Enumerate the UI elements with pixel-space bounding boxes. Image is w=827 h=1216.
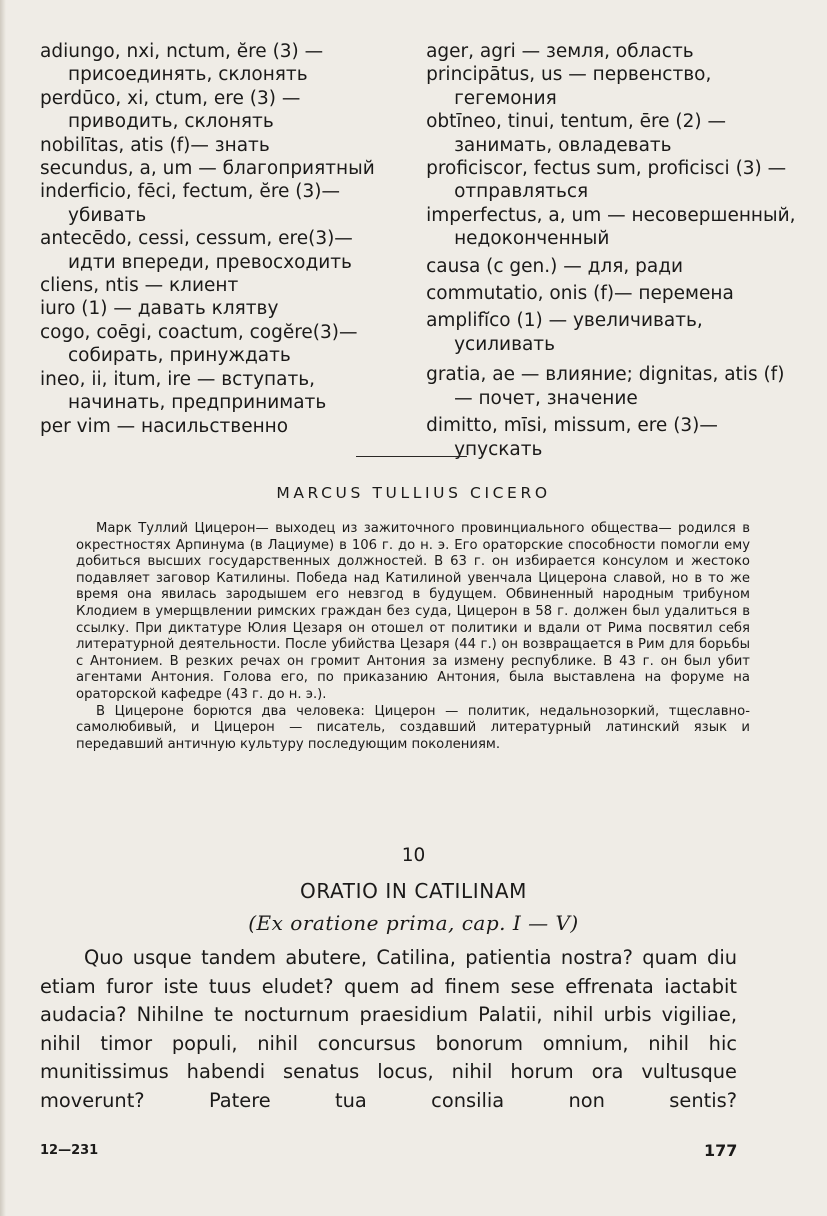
page-binding-shadow xyxy=(0,0,6,1216)
vocab-entry: antecēdo, cessi, cessum, ere(3)— идти впереди, превосходить xyxy=(40,228,353,273)
chapter-title: ORATIO IN CATILINAM xyxy=(300,879,527,903)
vocab-entry: secundus, a, um — благоприятный xyxy=(40,158,375,180)
section-heading: MARCUS TULLIUS CICERO xyxy=(276,484,551,502)
vocab-entry: cliens, ntis — клиент xyxy=(40,275,239,297)
vocab-entry: perdūco, xi, ctum, ere (3) — приводить, склонять xyxy=(40,87,301,133)
vocab-entry: nobilītas, atis (f)— знать xyxy=(40,134,270,156)
vocab-entry: imperfectus, a, um — несовершенный, недоконченный xyxy=(426,204,796,250)
section-divider xyxy=(356,456,467,457)
vocab-entry: commutatio, onis (f)— перемена xyxy=(426,283,734,305)
vocabulary-column-right xyxy=(426,40,800,461)
vocab-entry: dimitto, mīsi, missum, ere (3)— упускать xyxy=(426,415,718,460)
author-biography xyxy=(76,521,750,753)
page-number: 177 xyxy=(704,1141,738,1160)
vocab-entry: gratia, ae — влияние; dignitas, atis (f)— почет, значение xyxy=(426,364,785,409)
vocabulary-column-left xyxy=(40,40,404,461)
printer-signature: 12—231 xyxy=(40,1143,99,1158)
vocabulary-list xyxy=(40,40,800,461)
vocab-entry: principātus, us — первенство, гегемония xyxy=(426,64,712,109)
vocab-entry: causa (с gen.) — для, ради xyxy=(426,255,684,277)
vocab-entry: ineo, ii, itum, ire — вступать, начинать, предпринимать xyxy=(40,368,327,414)
vocab-entry: inderficio, fēci, fectum, ĕre (3)— убивать xyxy=(40,181,340,226)
biography-paragraph: В Цицероне борются два человека: Цицерон — политик, недальнозоркий, тщеславно-самолюбивый, и Цицерон — писатель, создавший литературный латинский язык и передавший античную культуру последующим поколениям. xyxy=(76,703,750,752)
latin-text xyxy=(40,944,737,1116)
biography-paragraph: Марк Туллий Цицерон— выходец из зажиточного провинциального общества— родился в окрестностях Арпинума (в Лациуме) в 106 г. до н. э. Его ораторские способности помогли ему добиться высших государственных должностей. В 63 г. он избирается консулом и жестоко подавляет заговор Катилины. Победа над Катилиной увенчала Цицерона славой, но в то же время она явилась зародышем его невзгод в будущем. Обвиненный народным трибуном Клодием в умерщвлении римских граждан без суда, Цицерон в 58 г. должен был удалиться в ссылку. При диктатуре Юлия Цезаря он отошел от политики и вдали от Рима посвятил себя литературной деятельности. После убийства Цезаря (44 г.) он возвращается в Рим для борьбы с Антонием. В резких речах он громит Антония за измену республике. В 43 г. он был убит агентами Антония. Голова его, по приказанию Антония, была выставлена на форуме на ораторской кафедре (43 г. до н. э.). xyxy=(76,521,750,702)
vocab-entry: adiungo, nxi, nctum, ĕre (3) — присоединять, склонять xyxy=(40,41,324,86)
vocab-entry: iuro (1) — давать клятву xyxy=(40,298,279,320)
vocab-entry: ager, agri — земля, область xyxy=(426,41,694,62)
chapter-number: 10 xyxy=(401,845,426,866)
latin-paragraph: Quo usque tandem abutere, Catilina, patientia nostra? quam diu etiam furor iste tuus eludet? quem ad finem sese effrenata iactabit audacia? Nihilne te nocturnum praesidium Palatii, nihil urbis vigiliae, nihil timor populi, nihil concursus bonorum omnium, nihil hic munitissimus habendi senatus locus, nihil horum ora vultusque moverunt? Patere tua consilia non sentis? xyxy=(40,946,737,1112)
vocab-entry: amplifĭco (1) — увеличивать, усиливать xyxy=(426,310,703,355)
vocab-entry: per vim — насильственно xyxy=(40,415,289,437)
vocab-entry: cogo, coēgi, coactum, cogĕre(3)— собирать, принуждать xyxy=(40,321,358,367)
vocab-entry: proficiscor, fectus sum, proficisci (3) — отправляться xyxy=(426,158,787,203)
chapter-subtitle: (Ex oratione prima, cap. I — V) xyxy=(248,911,579,935)
vocab-entry: obtīneo, tinui, tentum, ēre (2) — занимать, овладевать xyxy=(426,111,727,156)
